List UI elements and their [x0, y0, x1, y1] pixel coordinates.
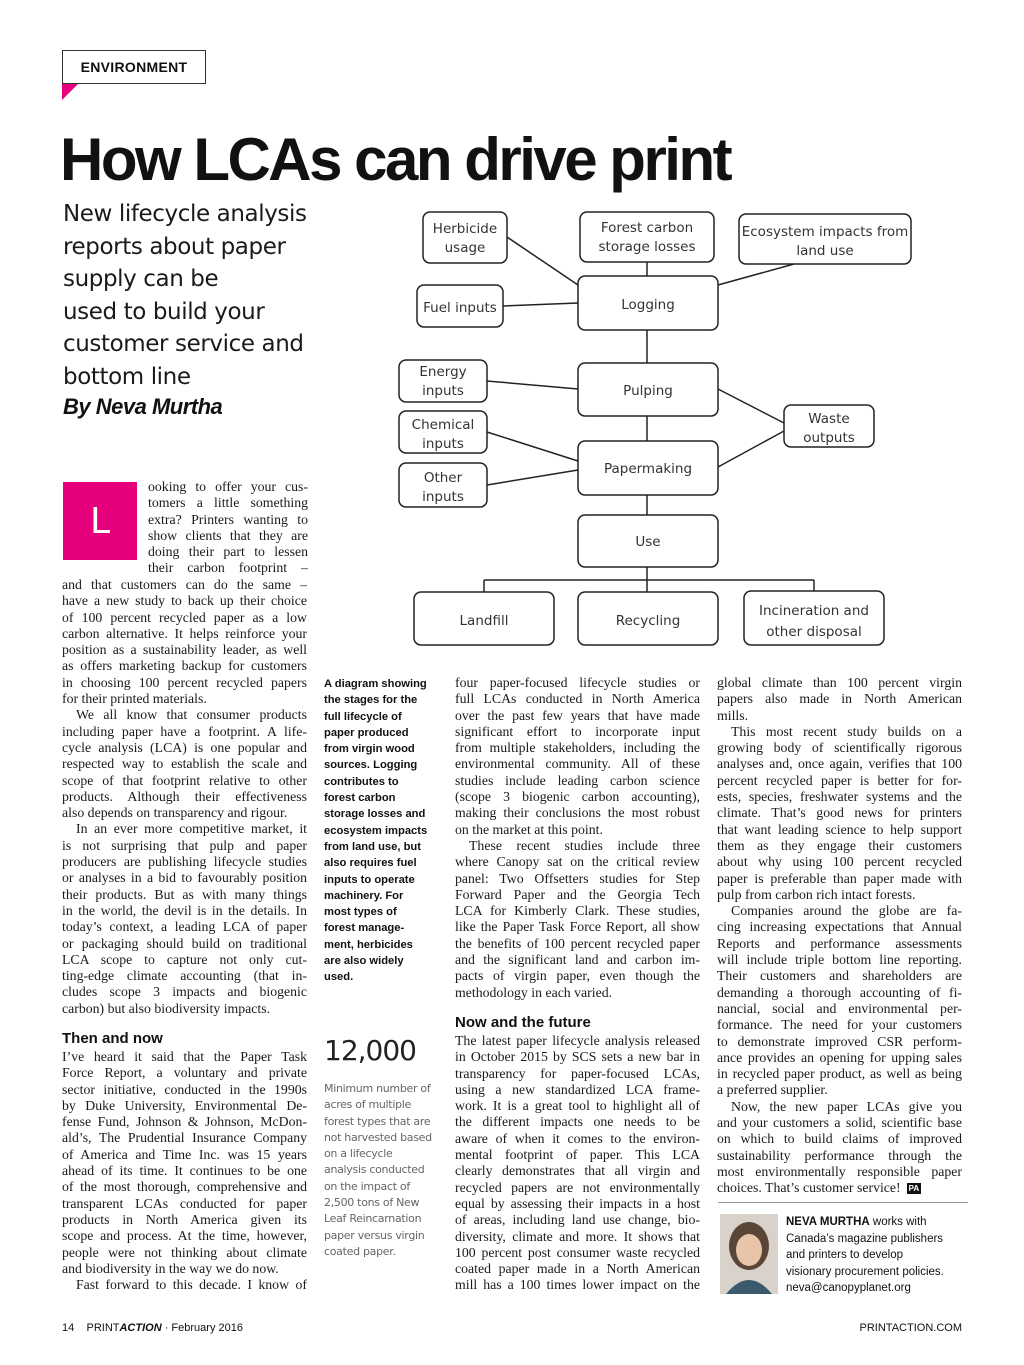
caption-line: from virgin wood	[324, 743, 415, 756]
body-line: scope and process. At the time, however,	[62, 1228, 307, 1244]
body-line: will include triple bottom line reporting.	[717, 952, 962, 968]
caption-line: full lifecycle of	[324, 710, 402, 723]
body-line: in October 2015 by SCS sets a new bar in	[455, 1049, 700, 1065]
stat-caption-line: paper versus virgin	[324, 1228, 425, 1242]
body-line: where Canopy sat on the critical review	[455, 854, 700, 870]
body-line: The latest paper lifecycle analysis released	[455, 1033, 700, 1048]
stat-caption-line: coated paper.	[324, 1244, 396, 1258]
body-line: and that customers can do the same –	[62, 577, 307, 592]
body-line: products in North America given its	[62, 1211, 307, 1227]
body-line: on the market at this point.	[455, 821, 603, 837]
body-line: 100 percent post consumer waste recycled	[455, 1244, 700, 1260]
diagram-label-ecosystem: Ecosystem impacts from	[741, 224, 909, 240]
body-line: Fast forward to this decade. I know of	[76, 1277, 307, 1293]
diagram-label-landfill: Landfill	[459, 613, 509, 629]
body-line: in choosing 100 percent recycled papers	[62, 674, 307, 690]
deck-line: customer service and	[63, 331, 304, 358]
deck-line: reports about paper	[63, 233, 286, 260]
diagram-label-herbicide: Herbicide	[432, 221, 498, 237]
body-line: is not surprising that pulp and paper	[62, 837, 307, 853]
body-line: over the past few years that have made	[455, 707, 700, 723]
diagram-label-forest-carbon: Forest carbon	[600, 220, 694, 236]
body-line: also depends on transparency and rigour.	[62, 805, 288, 821]
article-column-3	[455, 675, 700, 1001]
author-photo	[720, 1214, 778, 1294]
caption-line: inputs to operate	[324, 873, 415, 886]
diagram-label-other: Other	[423, 470, 463, 486]
body-line: aware of when it comes to the environ-	[455, 1130, 700, 1146]
magazine-name-print: PRINT	[86, 1322, 120, 1334]
body-line: formance. The need for your customers	[717, 1017, 962, 1033]
byline: By Neva Murtha	[63, 394, 223, 419]
end-mark-badge: PA	[908, 1184, 920, 1194]
diagram-connector	[718, 431, 784, 467]
bio-divider	[718, 1202, 968, 1203]
deck	[63, 198, 363, 394]
body-line: of the most thorough, comprehensive and	[62, 1179, 307, 1195]
body-line: ald’s, The Prudential Insurance Company	[62, 1130, 307, 1146]
body-line: sector initiative, conducted in the 1990s	[62, 1081, 307, 1097]
body-line: fense Fund, Johnson & Johnson, McDon-	[62, 1114, 307, 1130]
stat-caption-line: on the impact of	[324, 1179, 410, 1193]
body-line: Force Report, a voluntary and private	[62, 1065, 307, 1081]
body-line: scope of that footprint relative to other	[62, 772, 307, 788]
diagram-label-pulping: Pulping	[623, 383, 673, 399]
body-line: people were not thinking about climate	[62, 1244, 307, 1260]
headline: How LCAs can drive print	[60, 126, 731, 193]
body-line: global climate than 100 percent virgin	[717, 675, 962, 690]
body-line: climate. That’s good news for printers	[717, 805, 962, 821]
article-column-1-cont	[62, 1049, 307, 1293]
body-line: of 100 percent recycled paper as a low	[62, 609, 307, 625]
stat-caption-line: analysis conducted	[324, 1163, 425, 1177]
body-line: LCA scope to capture not only cut-	[62, 951, 307, 967]
body-line: demanding a thorough accounting of fi-	[717, 984, 962, 1000]
lifecycle-diagram	[394, 205, 920, 663]
body-line: ests, species, freshwater systems and the	[717, 789, 962, 805]
diagram-label-other: inputs	[422, 489, 464, 505]
caption-line: ment, herbicides	[324, 938, 413, 951]
diagram-label-use: Use	[635, 534, 661, 550]
footer-website: PRINTACTION.COM	[859, 1322, 962, 1334]
body-line: work. It is a great tool to highlight all of	[455, 1098, 700, 1114]
body-line: their products. But as with many things	[62, 886, 307, 902]
body-line: position as a sustainability leader, as well	[62, 642, 307, 658]
caption-line: most types of	[324, 906, 397, 919]
body-line: sustainability performance through the	[717, 1147, 962, 1163]
diagram-label-energy: Energy	[419, 364, 467, 380]
body-line: cludes scope 3 impacts and biogenic	[62, 984, 307, 1000]
body-line: I’ve heard it said that the Paper Task	[62, 1049, 307, 1064]
body-line: growing body of scientifically rigorous	[717, 740, 962, 756]
body-line: recycled papers are not environmentally	[455, 1179, 700, 1195]
body-line: equal by assessing their impacts in a host	[455, 1195, 700, 1211]
body-line: transparency for paper-focused LCAs,	[455, 1065, 700, 1081]
caption-line: the stages for the	[324, 694, 418, 707]
body-line: significant effort to incorporate input	[455, 723, 700, 739]
body-line: making their conclusions the most robust	[455, 805, 700, 821]
article-column-4	[717, 675, 962, 1197]
subhead-now-and-the-future: Now and the future	[455, 1014, 591, 1031]
author-bio	[786, 1214, 966, 1297]
body-line: have a new study to back up their choice	[62, 593, 307, 609]
diagram-label-waste: Waste	[808, 411, 850, 427]
bio-email: neva@canopyplanet.org	[786, 1282, 911, 1294]
body-line: Their customers and shareholders are	[717, 968, 962, 984]
stat-caption-line: 2,500 tons of New	[324, 1196, 420, 1210]
magazine-name-action: ACTION	[119, 1322, 162, 1334]
deck-line: bottom line	[63, 363, 191, 390]
body-line: and the significant land and carbon im-	[455, 952, 700, 968]
caption-line: are also widely	[324, 955, 404, 968]
bio-author-name: NEVA MURTHA	[786, 1216, 870, 1228]
body-line: doing their part to lessen	[148, 544, 308, 560]
caption-line: contributes to	[324, 775, 399, 788]
stat-caption-line: Leaf Reincarnation	[324, 1212, 422, 1226]
caption-line: from land use, but	[324, 840, 421, 853]
body-line: show clients that they are	[148, 527, 308, 543]
diagram-label-recycling: Recycling	[615, 613, 681, 629]
diagram-connector	[487, 381, 578, 389]
article-column-1	[62, 577, 307, 1017]
stat-caption-line: not harvested based	[324, 1130, 432, 1144]
body-line-final-text: choices. That’s customer service!	[717, 1180, 901, 1196]
body-line: nancial, social and environmental per-	[717, 1000, 962, 1016]
footer-folio	[62, 1322, 243, 1334]
body-line: a preferred supplier.	[717, 1082, 828, 1098]
article-column-3-cont	[455, 1033, 700, 1294]
body-line: four paper-focused lifecycle studies or	[455, 675, 700, 690]
body-line: in recycled paper product, as well as being	[717, 1066, 962, 1082]
stat-caption-line: acres of multiple	[324, 1098, 411, 1112]
body-line: full LCAs conducted in North America	[455, 691, 700, 707]
body-line: the different impacts one needs to be	[455, 1114, 700, 1130]
drop-cap: L	[63, 482, 137, 560]
bio-line: visionary procurement policies.	[786, 1265, 944, 1278]
diagram-label-forest-carbon: storage losses	[598, 239, 696, 255]
body-line: carbon alternative. It helps reinforce your	[62, 625, 307, 641]
body-line: panel: Two Offsetters studies for Step	[455, 870, 700, 886]
caption-line: storage losses and	[324, 808, 426, 821]
diagram-label-logging: Logging	[621, 297, 675, 313]
body-line: respected way to establish the scale and	[62, 756, 307, 772]
diagram-label-fuel: Fuel inputs	[423, 300, 497, 316]
caption-line: machinery. For	[324, 889, 404, 902]
diagram-label-herbicide: usage	[444, 240, 486, 256]
body-line: products. Although their effectiveness	[62, 788, 307, 804]
body-line: We all know that consumer products	[76, 707, 307, 723]
body-line: paper is preferable than paper made with	[717, 870, 962, 886]
caption-line: A diagram showing	[324, 678, 427, 690]
body-line: by Duke University, Environmental De-	[62, 1097, 307, 1113]
bio-line-rest: works with	[869, 1216, 927, 1228]
caption-line: also requires fuel	[324, 857, 417, 870]
body-line: environmental community. All of these	[455, 756, 700, 772]
body-line: Now, the new paper LCAs give you	[731, 1098, 962, 1114]
caption-line: sources. Logging	[324, 759, 418, 772]
body-line: In an ever more competitive market, it	[76, 821, 307, 837]
body-line: tomers a little something	[148, 495, 308, 511]
body-line: pulp from carbon rich intact forests.	[717, 886, 916, 902]
body-line: methodology in each varied.	[455, 984, 613, 1000]
body-line: for their printed materials.	[62, 691, 207, 707]
diagram-connector	[487, 470, 578, 485]
body-line: Companies around the globe are fa-	[731, 903, 962, 919]
deck-line: New lifecycle analysis	[63, 201, 307, 227]
caption-line: paper produced	[324, 726, 409, 739]
body-line: and your customers a solid, scientific base	[717, 1115, 962, 1131]
diagram-connector	[718, 264, 794, 285]
deck-line: used to build your	[63, 298, 265, 325]
body-line: and biodiversity in the way we do now.	[62, 1260, 279, 1276]
body-line: cing increasing expectations that Annual	[717, 919, 962, 935]
diagram-label-incineration: Incineration and	[759, 603, 869, 619]
body-line: including paper have a footprint. A life-	[62, 723, 307, 739]
bio-line	[786, 1214, 966, 1231]
body-line: most environmentally responsible paper	[717, 1163, 962, 1179]
deck-line: supply can be	[63, 266, 219, 293]
diagram-label-chemical: Chemical	[411, 417, 475, 433]
body-line: diversity, climate and more. It shows that	[455, 1228, 700, 1244]
stat-caption	[324, 1081, 444, 1260]
body-line: ting-edge climate accounting (that in-	[62, 968, 307, 984]
body-line: mental footprint of paper. This LCA	[455, 1147, 700, 1163]
body-line: as offers marketing backup for customers	[62, 658, 307, 674]
body-line: ahead of its time. It continues to be one	[62, 1163, 307, 1179]
body-line: clearly demonstrates that all virgin and	[455, 1163, 700, 1179]
diagram-connector	[487, 432, 578, 461]
body-line: using a new standardized LCA frame-	[455, 1081, 700, 1097]
diagram-label-papermaking: Papermaking	[603, 461, 693, 477]
bio-line: and printers to develop	[786, 1249, 903, 1261]
stat-caption-line: Minimum number of	[324, 1082, 431, 1095]
stat-caption-line: on a lifecycle	[324, 1147, 393, 1161]
body-line: extra? Printers wanting to	[148, 511, 308, 527]
stat-value: 12,000	[324, 1034, 416, 1067]
body-line: mills.	[717, 707, 749, 723]
body-line: to demonstrate improved CSR perform-	[717, 1033, 962, 1049]
body-line: cycle analysis (LCA) is one popular and	[62, 739, 307, 755]
body-line: of areas, including land use change, bio-	[455, 1212, 700, 1228]
page-number: 14	[62, 1322, 75, 1334]
body-line: or analyses in a bid to favourably position	[62, 870, 307, 886]
body-line: them as they engage their customers	[717, 837, 962, 853]
body-line: studies include leading carbon science	[455, 772, 700, 788]
body-line: mill has a 100 times lower impact on the	[455, 1277, 700, 1293]
diagram-connector	[503, 303, 578, 306]
body-line: that want leading science to help support	[717, 821, 962, 837]
diagram-label-incineration: other disposal	[766, 624, 862, 640]
body-line: producers are publishing lifecycle studies	[62, 854, 307, 870]
diagram-connector	[718, 389, 784, 423]
body-line: their carbon footprint –	[148, 560, 308, 576]
body-line: ooking to offer your cus-	[148, 479, 308, 494]
body-line: LCA for Kimberly Clark. These studies,	[455, 903, 700, 919]
body-line: from multiple stakeholders, including the	[455, 740, 700, 756]
diagram-label-waste: outputs	[803, 430, 855, 446]
caption-line: forest carbon	[324, 792, 396, 805]
body-line: about why using 100 percent recycled	[717, 854, 962, 870]
body-line: papers also made in North American	[717, 691, 962, 707]
bio-line: Canada’s magazine publishers	[786, 1232, 944, 1245]
section-accent-triangle	[62, 84, 78, 100]
body-line: (scope 3 biogenic carbon accounting),	[455, 789, 700, 805]
body-line: transparent LCAs conducted for paper	[62, 1195, 307, 1211]
diagram-caption	[324, 676, 444, 986]
body-line: on which to build claims of improved	[717, 1131, 962, 1147]
subhead-then-and-now: Then and now	[62, 1030, 163, 1047]
caption-line: ecosystem impacts	[324, 824, 428, 837]
body-line: These recent studies include three	[469, 837, 700, 853]
diagram-label-energy: inputs	[422, 383, 464, 399]
body-line: carbon) but also biodiversity impacts.	[62, 1000, 271, 1016]
body-line: This most recent study builds on a	[731, 723, 962, 739]
body-line: analyses and, once again, verifies that 100	[717, 756, 962, 772]
section-label-box	[62, 50, 206, 84]
section-label: ENVIRONMENT	[80, 59, 188, 75]
diagram-connector	[507, 237, 578, 285]
body-line: of America and Time Inc. was 15 years	[62, 1146, 307, 1162]
stat-caption-line: forest types that are	[324, 1114, 431, 1128]
diagram-label-chemical: inputs	[422, 436, 464, 452]
body-line: pacts of virgin paper, even though the	[455, 968, 700, 984]
body-line: like the Paper Task Force Report, all show	[455, 919, 700, 935]
issue-date: · February 2016	[161, 1322, 243, 1334]
body-line: percent recycled paper is better for for-	[717, 772, 962, 788]
body-line-final	[717, 1180, 962, 1196]
body-line: coated paper made in a North American	[455, 1261, 700, 1277]
diagram-label-ecosystem: land use	[796, 243, 854, 259]
body-line: ance provides an opening for upping sales	[717, 1049, 962, 1065]
body-line: in the world, the devil is in the details. In	[62, 902, 307, 918]
body-line: Reports and performance assessments	[717, 935, 962, 951]
caption-line: forest manage-	[324, 922, 405, 935]
body-line: today’s context, a leading LCA of paper	[62, 919, 307, 935]
article-lead	[148, 479, 308, 577]
body-line: the benefits of 100 percent recycled paper	[455, 935, 700, 951]
body-line: or packaging should build on traditional	[62, 935, 307, 951]
caption-line: used.	[324, 971, 354, 984]
body-line: Forward Paper and the Georgia Tech	[455, 886, 700, 902]
